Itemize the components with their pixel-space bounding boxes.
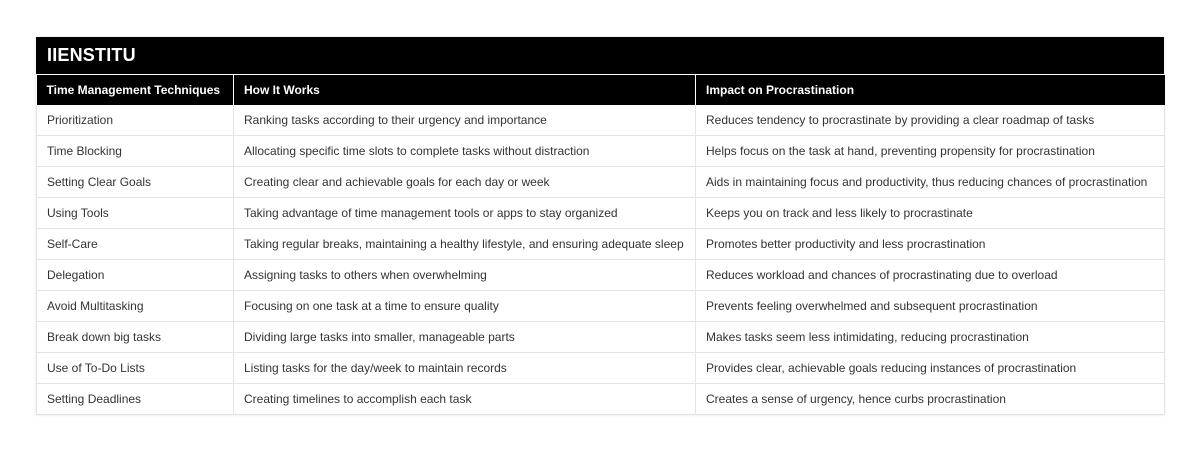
cell-impact: Aids in maintaining focus and productivity, thus reducing chances of procrastination — [696, 167, 1165, 198]
time-management-table — [36, 75, 1165, 415]
cell-impact: Reduces workload and chances of procrastinating due to overload — [696, 260, 1165, 291]
cell-how-it-works: Creating clear and achievable goals for each day or week — [234, 167, 696, 198]
table-row — [37, 322, 1165, 353]
cell-how-it-works: Listing tasks for the day/week to maintain records — [234, 353, 696, 384]
cell-how-it-works: Focusing on one task at a time to ensure quality — [234, 291, 696, 322]
cell-technique: Break down big tasks — [37, 322, 234, 353]
cell-technique: Use of To-Do Lists — [37, 353, 234, 384]
header-how-it-works: How It Works — [234, 75, 696, 105]
cell-impact: Helps focus on the task at hand, preventing propensity for procrastination — [696, 136, 1165, 167]
cell-impact: Promotes better productivity and less procrastination — [696, 229, 1165, 260]
brand-title: IIENSTITU — [36, 37, 1164, 75]
cell-how-it-works: Creating timelines to accomplish each task — [234, 384, 696, 415]
table-row — [37, 167, 1165, 198]
table-row — [37, 198, 1165, 229]
cell-impact: Provides clear, achievable goals reducing instances of procrastination — [696, 353, 1165, 384]
table-row — [37, 105, 1165, 136]
cell-technique: Self-Care — [37, 229, 234, 260]
cell-technique: Time Blocking — [37, 136, 234, 167]
cell-impact: Prevents feeling overwhelmed and subsequent procrastination — [696, 291, 1165, 322]
cell-impact: Reduces tendency to procrastinate by providing a clear roadmap of tasks — [696, 105, 1165, 136]
cell-technique: Setting Deadlines — [37, 384, 234, 415]
cell-impact: Creates a sense of urgency, hence curbs procrastination — [696, 384, 1165, 415]
cell-impact: Makes tasks seem less intimidating, reducing procrastination — [696, 322, 1165, 353]
table-row — [37, 291, 1165, 322]
table-row — [37, 136, 1165, 167]
cell-technique: Setting Clear Goals — [37, 167, 234, 198]
data-table-container — [36, 37, 1164, 415]
cell-how-it-works: Ranking tasks according to their urgency and importance — [234, 105, 696, 136]
cell-how-it-works: Assigning tasks to others when overwhelming — [234, 260, 696, 291]
table-row — [37, 353, 1165, 384]
header-technique: Time Management Techniques — [37, 75, 234, 105]
table-header-row — [37, 75, 1165, 105]
cell-how-it-works: Taking advantage of time management tools or apps to stay organized — [234, 198, 696, 229]
cell-impact: Keeps you on track and less likely to procrastinate — [696, 198, 1165, 229]
table-row — [37, 229, 1165, 260]
cell-technique: Avoid Multitasking — [37, 291, 234, 322]
cell-how-it-works: Allocating specific time slots to complete tasks without distraction — [234, 136, 696, 167]
table-row — [37, 384, 1165, 415]
cell-how-it-works: Taking regular breaks, maintaining a healthy lifestyle, and ensuring adequate sleep — [234, 229, 696, 260]
cell-technique: Prioritization — [37, 105, 234, 136]
cell-technique: Delegation — [37, 260, 234, 291]
cell-technique: Using Tools — [37, 198, 234, 229]
cell-how-it-works: Dividing large tasks into smaller, manageable parts — [234, 322, 696, 353]
header-impact: Impact on Procrastination — [696, 75, 1165, 105]
table-row — [37, 260, 1165, 291]
